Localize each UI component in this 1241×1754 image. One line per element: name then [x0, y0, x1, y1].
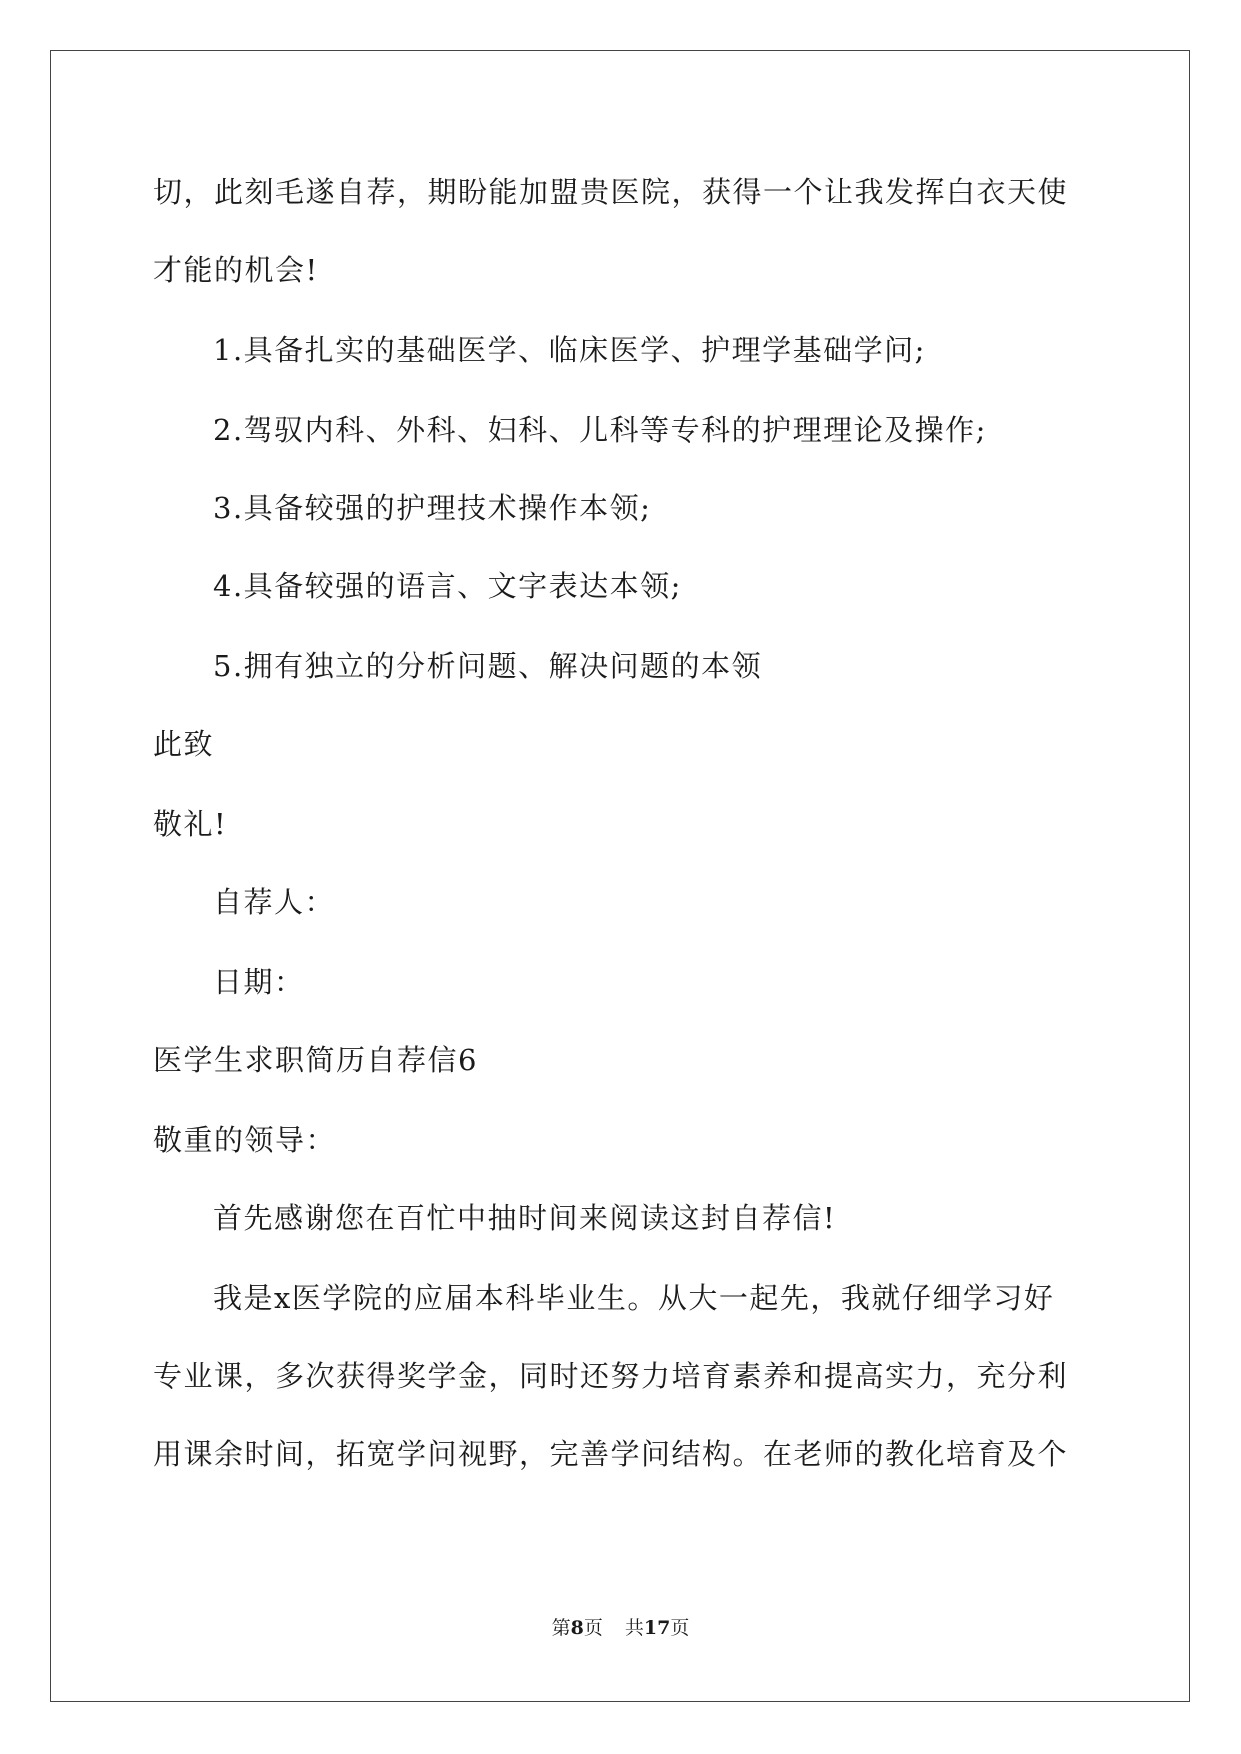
page-prefix: 第 — [551, 1617, 571, 1639]
body-line-6: 用课余时间，拓宽学问视野，完善学问结构。在老师的教化培育及个 — [153, 1437, 1069, 1471]
signature-label: 自荐人： — [213, 885, 336, 919]
closing-regards: 敬礼! — [153, 807, 228, 841]
greeting: 敬重的领导： — [153, 1123, 337, 1157]
page-footer — [0, 1616, 1241, 1640]
body-line-3: 首先感谢您在百忙中抽时间来阅读这封自荐信! — [213, 1201, 837, 1235]
list-item-4: 4.具备较强的语言、文字表达本领; — [213, 569, 682, 603]
body-line-1: 切，此刻毛遂自荐，期盼能加盟贵医院，获得一个让我发挥白衣天使 — [153, 175, 1069, 209]
list-item-1: 1.具备扎实的基础医学、临床医学、护理学基础学问; — [213, 333, 926, 367]
list-item-2: 2.驾驭内科、外科、妇科、儿科等专科的护理理论及操作; — [213, 413, 987, 447]
total-suffix: 页 — [670, 1617, 690, 1639]
closing-salutation: 此致 — [153, 727, 215, 761]
list-item-5: 5.拥有独立的分析问题、解决问题的本领 — [213, 649, 763, 683]
body-line-2: 才能的机会! — [153, 253, 319, 287]
page-mid: 页 — [583, 1617, 603, 1639]
page-total: 17 — [643, 1617, 671, 1639]
section-title: 医学生求职简历自荐信6 — [153, 1043, 478, 1077]
total-prefix: 共 — [624, 1617, 644, 1639]
body-line-4: 我是x医学院的应届本科毕业生。从大一起先，我就仔细学习好 — [213, 1281, 1055, 1315]
page-current: 8 — [570, 1617, 584, 1639]
list-item-3: 3.具备较强的护理技术操作本领; — [213, 491, 652, 525]
date-label: 日期： — [213, 965, 305, 999]
body-line-5: 专业课，多次获得奖学金，同时还努力培育素养和提高实力，充分利 — [153, 1359, 1069, 1393]
